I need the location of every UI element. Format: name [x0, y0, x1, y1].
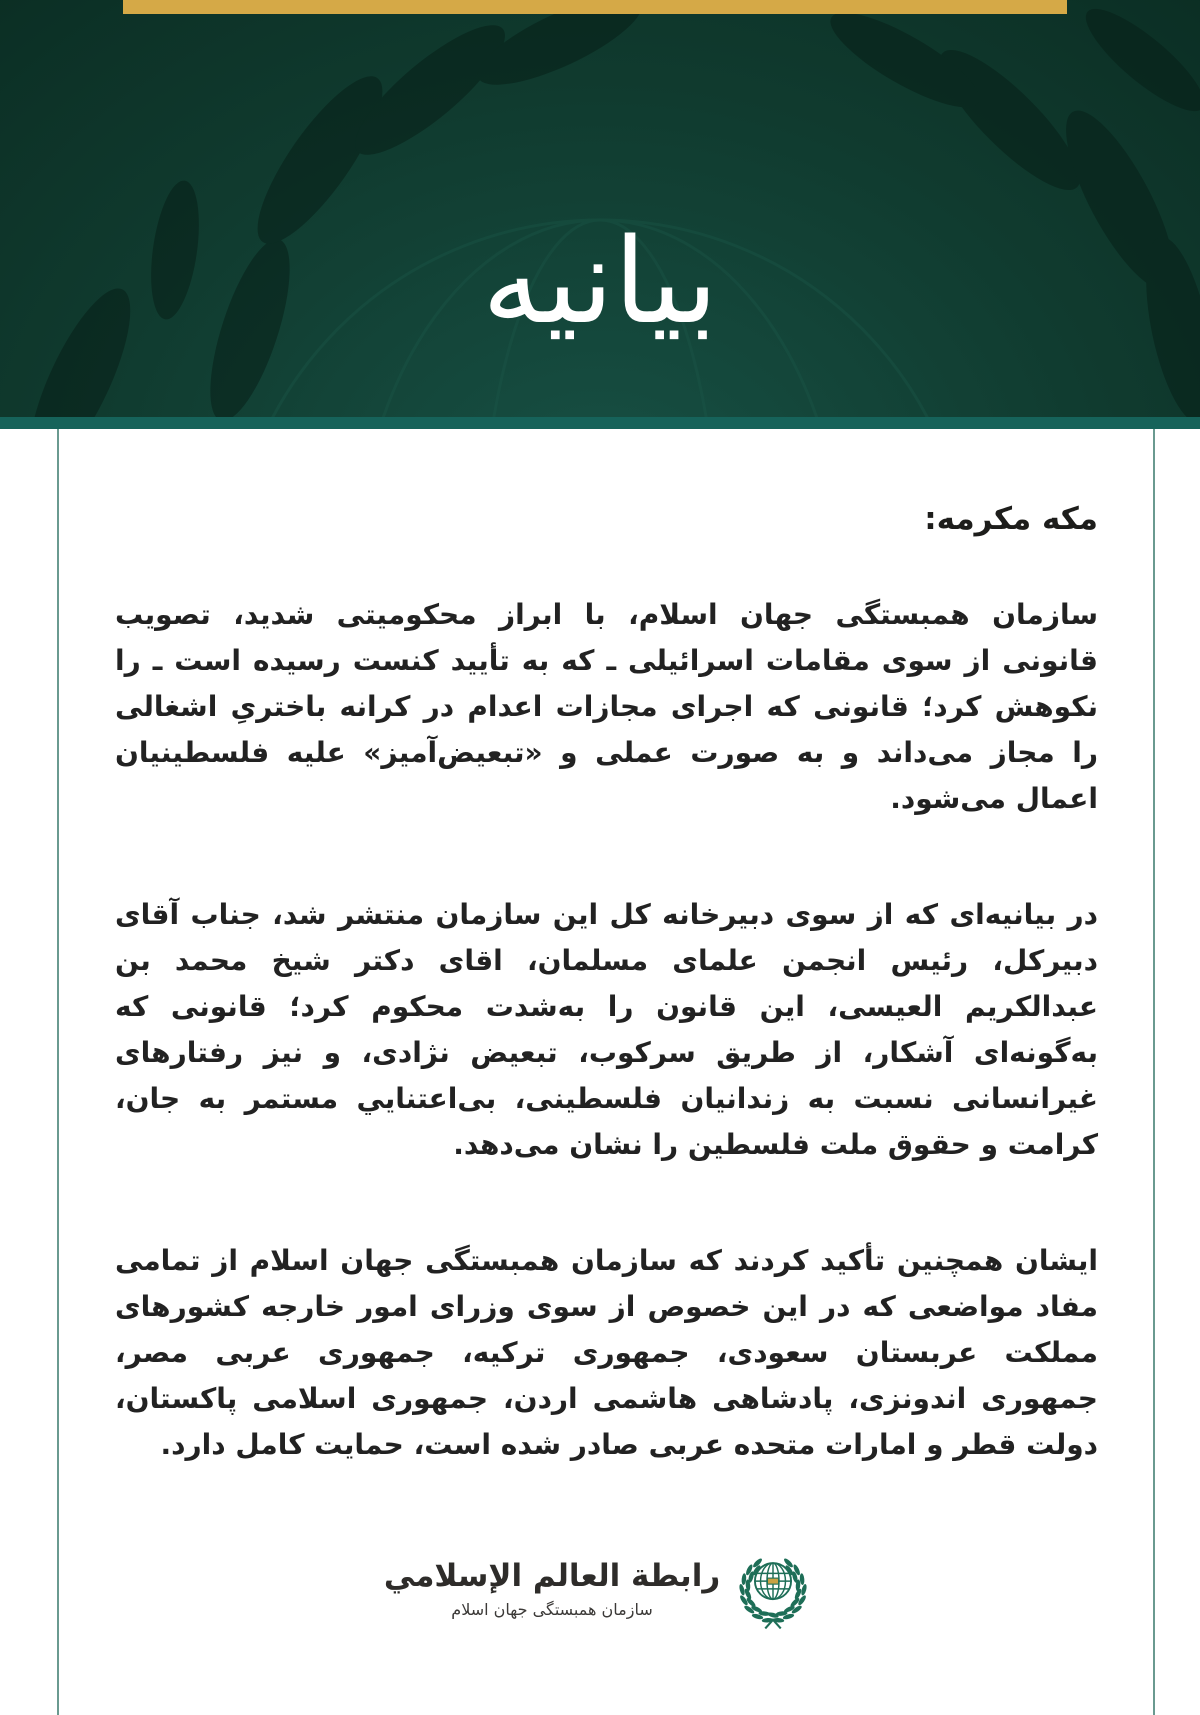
gold-accent-bar	[123, 0, 1067, 14]
right-margin-rule	[1153, 429, 1155, 1715]
header-banner	[0, 0, 1200, 417]
logo-persian-name: سازمان همبستگی جهان اسلام	[451, 1599, 653, 1619]
paragraph-2: در بیانیه‌ای که از سوی دبیرخانه کل این سازمان منتشر شد، جناب آقای دبیرکل، رئیس انجمن علمای مسلمان، اقای دکتر شیخ محمد بن عبدالکریم العیسی، این قانون را به‌شدت محکوم کرد؛ قانونی که به‌گونه‌ای آشکار، از طریق سرکوب، تبعیض نژادی، و نیز رفتارهای غیرانسانی نسبت به زندانیان فلسطینی، بی‌اعتنایي مستمر به جان، کرامت و حقوق ملت فلسطین را نشان می‌دهد.	[115, 898, 1098, 1161]
statement-title: بیانیه	[481, 212, 719, 350]
paragraph-3: ایشان همچنین تأکید کردند که سازمان همبستگی جهان اسلام از تمامی مفاد مواضعی که در این خصوص از سوی وزرای امور خارجه کشورهای مملکت عربستان سعودی، جمهوری ترکیه، جمهوری عربی مصر، جمهوری اندونزی، پادشاهی هاشمی اردن، جمهوری اسلامی پاکستان، دولت قطر و امارات متحده عربی صادر شده است، حمایت کامل دارد.	[115, 1244, 1098, 1461]
organization-logo	[0, 1542, 1200, 1634]
kaaba-band-icon	[768, 1578, 779, 1584]
statement-body	[115, 429, 1098, 1538]
logo-text-block	[384, 1557, 720, 1619]
mwl-wreath-globe-icon	[730, 1542, 816, 1634]
teal-divider-strip	[0, 417, 1200, 429]
left-margin-rule	[57, 429, 59, 1715]
paragraph-1: سازمان همبستگی جهان اسلام، با ابراز محکومیتی شدید، تصویب قانونی از سوی مقامات اسرائیلی ـ که به تأیید کنست رسیده است ـ را نکوهش کرد؛ قانونی که اجرای مجازات اعدام در کرانه باختریِ اشغالی را مجاز می‌داند و به صورت عملی و «تبعیض‌آمیز» علیه فلسطینیان اعمال می‌شود.	[115, 598, 1098, 815]
location-heading: مکه مکرمه:	[924, 501, 1098, 537]
logo-arabic-calligraphy: رابطة العالم الإسلامي	[383, 1558, 721, 1595]
